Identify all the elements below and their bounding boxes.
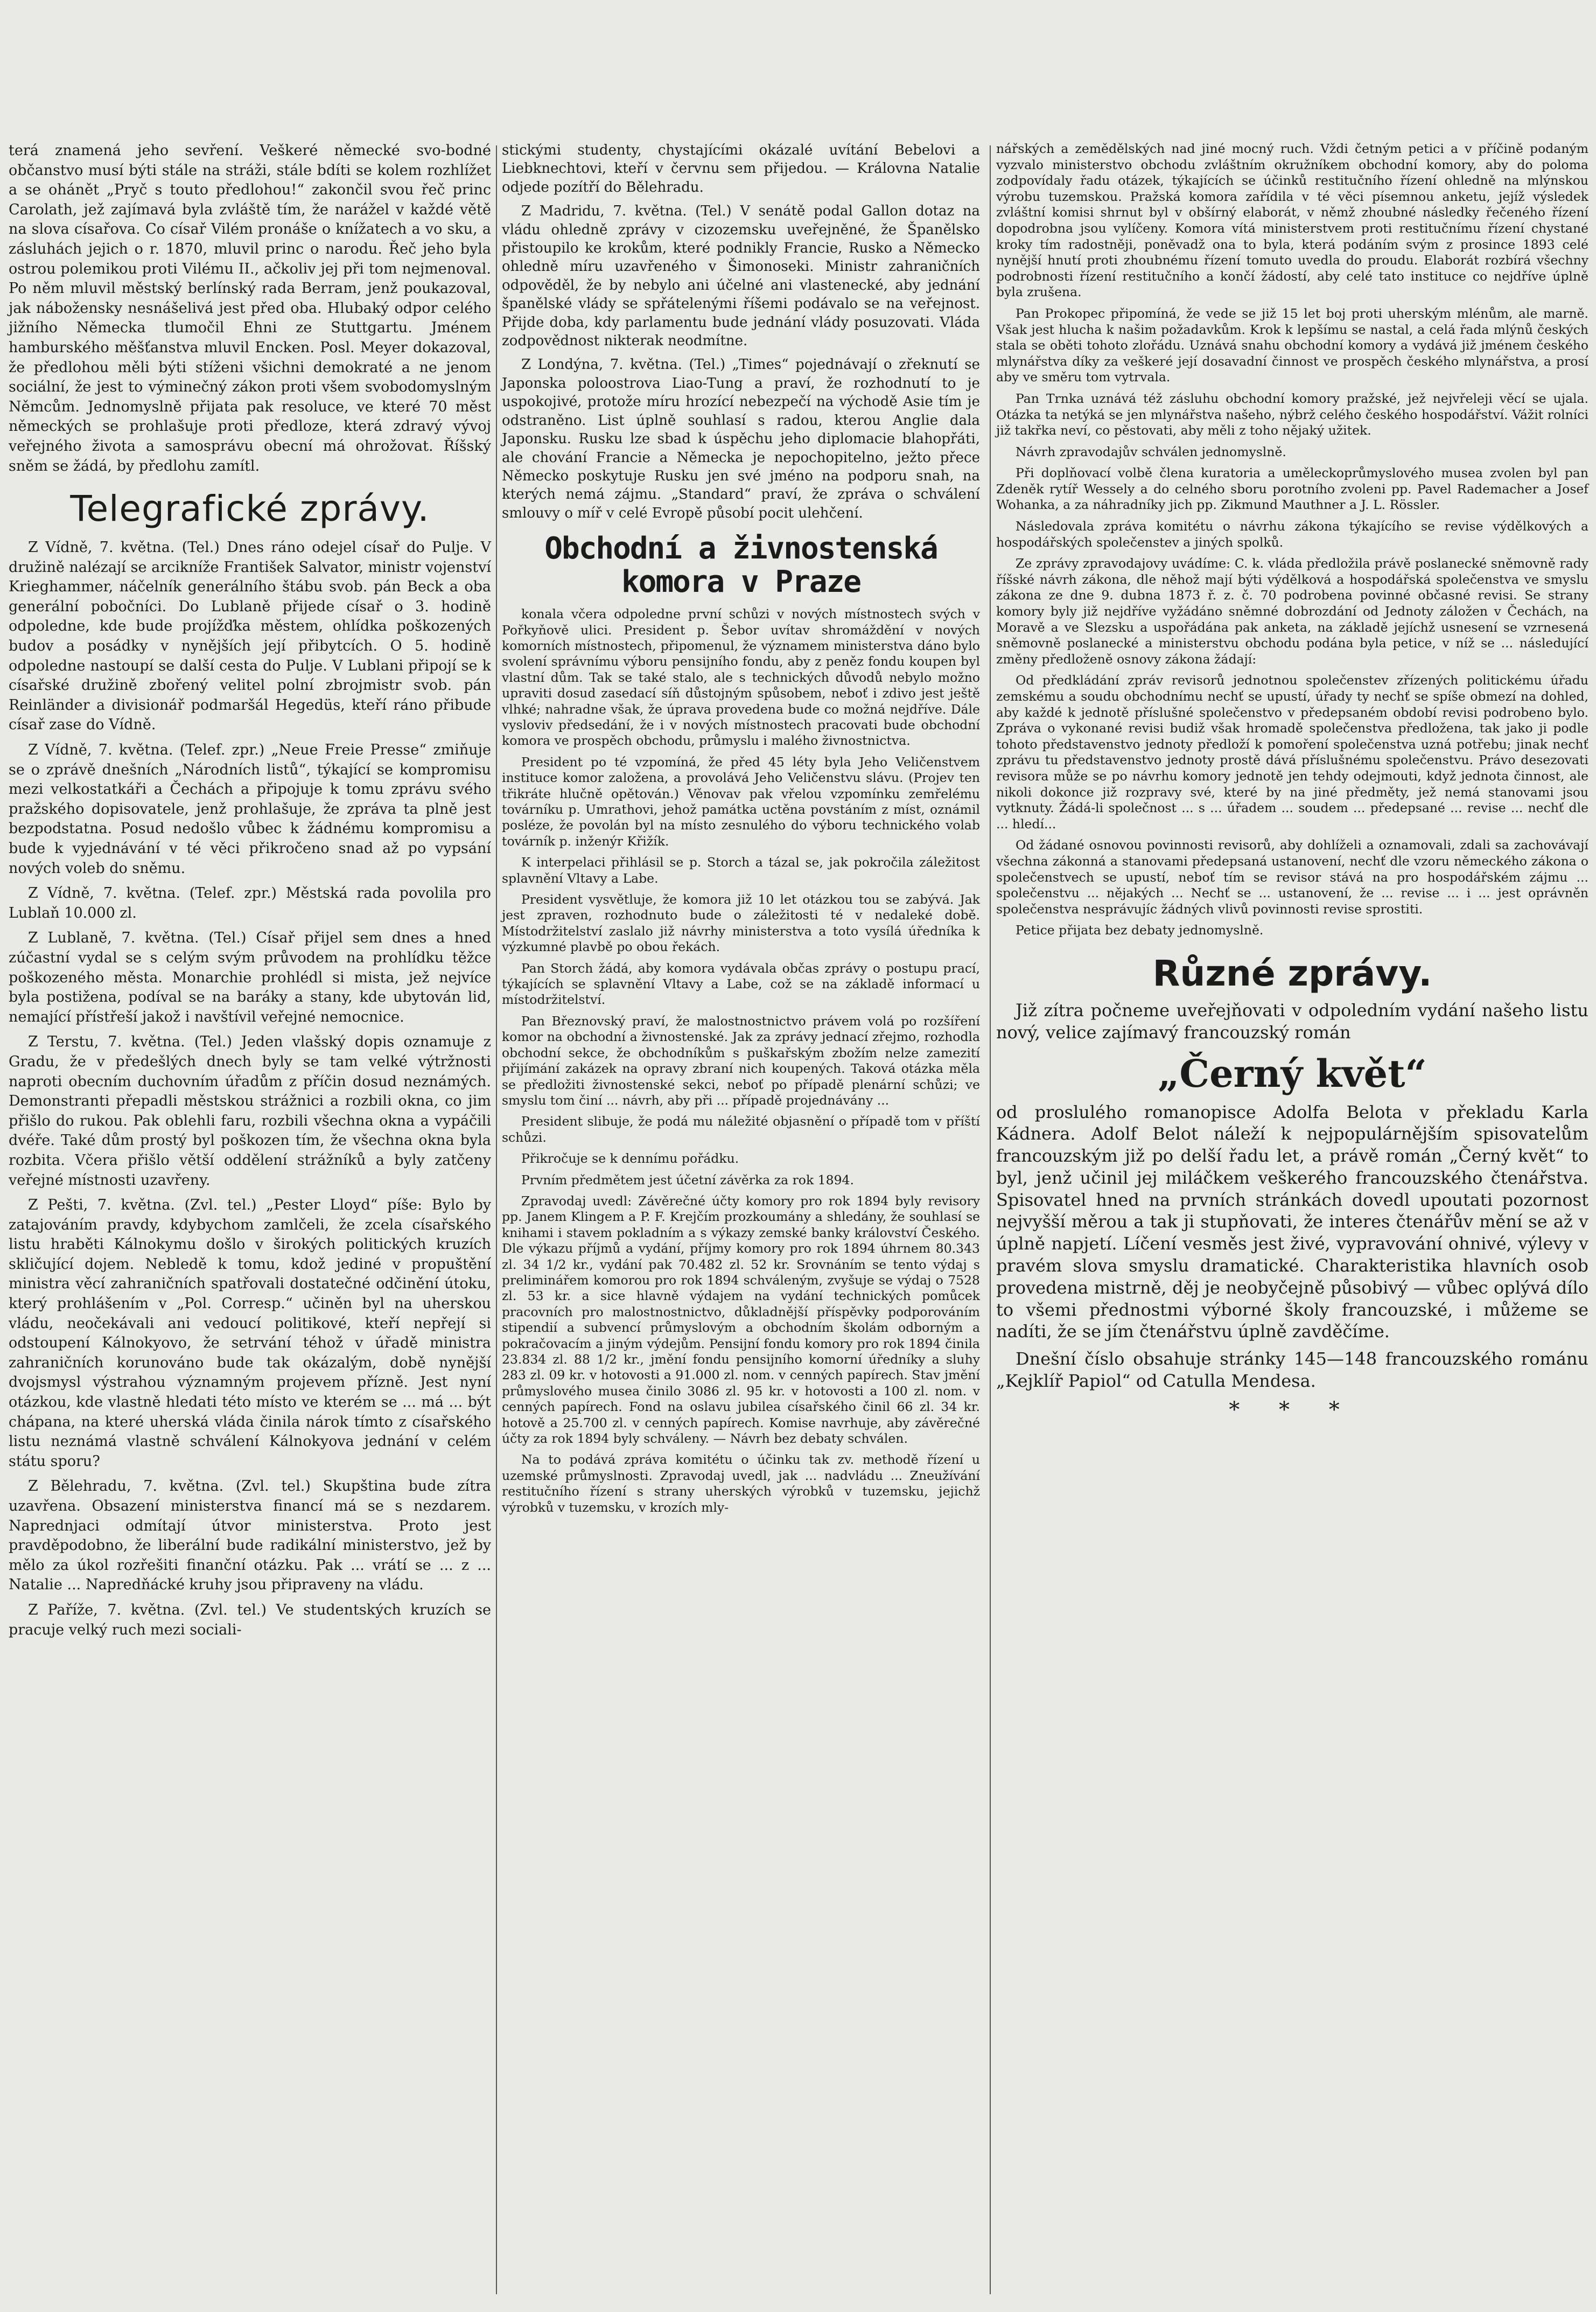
news-item: Z Madridu, 7. května. (Tel.) V senátě podal Gallon dotaz na vládu ohledně zprávy v cizozemsku uveřejněné, že Španělsko přistoupilo ke krokům, které podnikly Francie, Rusko a Německo ohledně míru uzavřeného v Šimonoseki. Ministr zahraničních odpověděl, že by nebylo ani účelné ani vlastenecké, aby jednání španělské vlády se spřátelenými říšemi podávalo se na veřejnost. Přijde doba, kdy parlamentu bude jednání vlády posuzovati. Vláda zodpovědnost nikterak neodmítne. xyxy=(502,203,980,350)
news-item: Z Londýna, 7. května. (Tel.) „Times“ pojednávají o zřeknutí se Japonska poloostrova Liao-Tung a praví, že rozhodnutí to je uspokojivé, protože míru hrozící nebezpečí na východě Asie tím je odstraněno. List úplně souhlasí s radou, kterou Anglie dala Japonsku. Rusku lze sbad k úspěchu jeho diplomacie blahopřáti, ale chování Francie a Německa je nepochopitelno, ježto přece Německo poskytuje Rusku jen své jméno na podporu snah, na kterých nemá zájmu. „Standard“ praví, že zpráva o schválení smlouvy o míř v celé Evropě působí pocit ulehčení. xyxy=(502,357,980,521)
article-paragraph: Prvním předmětem jest účetní závěrka za rok 1894. xyxy=(521,1172,854,1188)
news-item: Z Paříže, 7. května. (Zvl. tel.) Ve studentských kruzích se pracuje velký ruch mezi sociali- xyxy=(9,1601,491,1638)
article-paragraph: nářských a zemědělských nad jiné mocný ruch. Vždi četným petici a v příčině podaným vyzvalo ministerstvo obchodu zvláštním okružníkem obchodní komory, aby do poloma zodpovídaly řadu otázek, týkajících se účinků restitučního řízení ohledně na mlýnskou výrobu tuzemskou. Pražská komora zařídila v té věci písemnou anketu, jejíž výsledek zvláštní komisi shrnut byl v obšírný elaborát, v němž zhoubné následky řečeného řízení dopodrobna jsou vylíčeny. Komora vítá ministerstvem proti restitučnímu řízení chystané kroky tím radostněji, poněvadž ona to byla, která podáním svým z prosince 1893 celé nynější hnutí proti zhoubnému řízení tomuto uvedla do proudu. Elaborát rozbírá všechny podrobnosti řízení restitučního a končí žádostí, aby celé tato instituce co nejdříve úplně byla zrušena. xyxy=(996,141,1588,300)
section-heading-telegraficke-zpravy: Telegrafické zprávy. xyxy=(70,488,430,530)
novel-description: od proslulého romanopisce Adolfa Belota v překladu Karla Kádnera. Adolf Belot náleží k nejpopulárnějším spisovatelům francouzským již po delší řadu let, a právě román „Černý květ“ to byl, jenž učinil jej miláčkem veškerého francouzského čtenářstva. Spisovatel hned na prvních stránkách dovedl upoutati pozornost nejvyšší měrou a tak ji stupňovati, že interes čtenářův mění se až v úplně napjetí. Líčení vesměs jest živé, vypravování ohnivé, výlevy v pravém slova smyslu dramatické. Charakteristika hlavních osob provedena mistrně, děj je neobyčejně působivý — vůbec oplývá dílo to všemi přednostmi výborné školy francouzské, i můžeme se nadíti, že se jím čtenářstvu úplně zavděčíme. xyxy=(996,1101,1588,1342)
article-paragraph: Pan Březnovský praví, že malostnostnictvo právem volá po rozšíření komor na obchodní a živnostenské. Jak za zprávy jednací zřejmo, rozhodla obchodní sekce, že obchodníkům s puškařským zbožím nelze zamezití přijímání zakázek na opravy zbraní nich koupených. Taková otázka měla se předložiti živnostenské sekci, neboť po případě plenární schůzi; ve smyslu tom činí ... návrh, aby při ... případě projednávány ... xyxy=(502,1013,980,1108)
news-item: Z Vídně, 7. května. (Telef. zpr.) Městská rada povolila pro Lublaň 10.000 zl. xyxy=(9,885,491,921)
news-item: Z Lublaně, 7. května. (Tel.) Císař přijel sem dnes a hned zúčastní vydal se s celým svým průvodem na prohlídku těžce poškozeného města. Monarchie prohlédl si mista, jež nejvíce byla postižena, podíval se na baráky a stany, kde ubytován lid, nemající přístřeší jakož i navštívil veřejné nemocnice. xyxy=(9,930,491,1025)
article-paragraph: konala včera odpoledne první schůzi v nových místnostech svých v Pořkyňově ulici. President p. Šebor uvítav shromáždění v nových komorních místnostech, připomenul, že významem ministerstva dáno bylo svolení správnímu výboru pensijního fondu, aby z peněz fondu koupen byl vlastní dům. Tak se také stalo, ale s technických důvodů nebylo možno upraviti dosud zasedací síň důstojným spůsobem, neboť i zdivo jest ještě vlhké; nahradne však, že úprava provedena bude co možná nejdříve. Dále vysloviv předsedání, že i v nových místnostech pracovati bude obchodní komora ve prospěch obchodu, průmyslu i malého živnostnictva. xyxy=(502,606,980,749)
section-heading-ruzne-zpravy: Různé zprávy. xyxy=(1152,952,1432,994)
article-text: terá znamená jeho sevření. Veškeré německé svo-bodné občanstvo musí býti stále na stráži, stále bdíti se kolem rozhlížet a se ohánět „Pryč s touto předlohou!“ zakončil svou řeč princ Carolath, jež zajímavá byla zvláště tím, že narážel v každé větě na slova císařova. Co císař Vilém pronáše o knížatech a vo sku, a zásluhách jejich o r. 1870, mluvil princ o narodu. Řeč jeho byla ostrou polemikou proti Vilému II., ačkoliv jej při tom nejmenoval. Po něm mluvil městský berlínský rada Berram, jenž poukazoval, jak nábožensky nesnášelivá jest před oba. Hlubaký odpor celého jižního Německa tlumočil Ehni ze Stuttgartu. Jménem hamburského měšťanstva mluvil Encken. Posl. Meyer dokazoval, že předlohou měli býti stíženi všichni demokraté a ne jenom sociální, že jest to výminečný zákon proti všem svobodomyslným Němcům. Jednomyslně přijata pak resoluce, ve které 70 měst německých se prohlašuje proti předloze, která zdravý vývoj veřejného života a samosprávu obecní má ohrožovat. Říšský sněm se žádá, by předlohu zamítl. xyxy=(9,142,491,474)
novel-announcement: Již zítra počneme uveřejňovati v odpoledním vydání našeho listu nový, velice zajímavý francouzský román xyxy=(996,1000,1588,1043)
news-item: Z Vídně, 7. května. (Telef. zpr.) „Neue Freie Presse“ zmiňuje se o zprávě dnešních „Národních listů“, týkající se kompromisu mezi velkostatkáři a Čechách a připojuje k tomu zprávu svého pražského dopisovatele, jenž prohlašuje, že zpráva ta plně jest bezpodstatna. Posud nedošlo vůbec k žádnému kompromisu a bude k vyjednávání v té věci přikročeno snad až po vypsání nových voleb do sněmu. xyxy=(9,742,491,877)
article-paragraph: President po té vzpomíná, že před 45 léty byla Jeho Veličenstvem instituce komor založena, a provolává Jeho Veličenstvu slávu. (Projev ten třikráte hlučně opětován.) Věnovav pak vřelou vzpomínku zemřelému továrníku p. Umrathovi, jehož památka uctěna povstáním z míst, oznámil posléze, že povolán byl na místo zesnulého do výboru technického volab továrník p. inženýr Křižík. xyxy=(502,754,980,849)
article-paragraph: K interpelaci přihlásil se p. Storch a tázal se, jak pokročila záležitost splavnění Vltavy a Labe. xyxy=(502,855,980,886)
news-item: Z Pešti, 7. května. (Zvl. tel.) „Pester Lloyd“ píše: Bylo by zatajováním pravdy, kdybychom zamlčeli, že zcela císařského listu hraběti Kálnokymu došlo v širokých politických kruzích skličující dojem. Nebledě k tomu, kdož jediné v propuštění ministra věcí zahraničních spatřovali dostatečné odčinění útoku, který prohlášením v „Pol. Corresp.“ učiněn byl na uherskou vládu, neočekávali ani vedoucí politikové, kteří nepřejí si odstoupení Kálnokyovo, že setrvání téhož v úřadě ministra zahraničních korunováno bude tak okázalým, době nynější dvojsmysl výstrahou významným projevem přízně. Jest nyní otázkou, kde vlastně hledati této místo ve kterém se ... má ... být chápana, na které uherská vláda činila nárok tímto z císařského listu neznámá vlastně schválení Kálnokyova jednání v celém státu sporu? xyxy=(9,1197,491,1470)
article-paragraph: Následovala zpráva komitétu o návrhu zákona týkajícího se revise výdělkových a hospodářských společenstev a jiných spolků. xyxy=(996,519,1588,550)
article-paragraph: President vysvětluje, že komora již 10 let otázkou tou se zabývá. Jak jest zpraven, rozhodnuto bude o záležitosti té v nedaleké době. Místodržitelství zaslalo již návrhy ministerstva a toto vysílá úředníka k výzkumné plavbě po obou řekách. xyxy=(502,892,980,955)
news-item: Z Terstu, 7. května. (Tel.) Jeden vlašský dopis oznamuje z Gradu, že v předešlých dnech byly se tam velké výtržnosti naproti obecním duchovním úřadům z příčin dosud neznámých. Demonstranti přepadli městskou strážnici a rozbili okna, co jim přišlo do rukou. Pak oblehli faru, rozbili všechna okna a vypáčili dvéře. Také dům prostý byl poškozen tím, že všechna okna byla rozbita. Včera přišlo větší oddělení strážníků a byly zatčeny veřejné místnosti uzavřeny. xyxy=(9,1033,491,1189)
article-paragraph: Od předkládání zpráv revisorů jednotnou společenstev zřízených politickému úřadu zemskému a soudu obchodnímu nechť se upustí, úřady ty nechť se spíše obmezí na dohled, aby každé k jednotě příslušné společenstvo v předepsaném období revisi podrobeno bylo. Zpráva o vykonané revisi budiž však hromadě společenstva předložena, tak jako ji podle tohoto představenstvo jednoty předloží k pomoření společenstva uzná potřebu; jinak nechť zprávu tu představenstvo jednoty prostě dává příslušnému společenstvu. Právo desezovati revisora může se po návrhu komory jednotě jen tehdy odejmouti, když jednota činnost, ale nikoli dokonce již rozpravy své, které by na jiné předměty, jež nemá stanovami jsou vytknuty. Žádá-li společnost ... s ... úřadem ... soudem ... předepsané ... revise ... nechť dle ... hledí... xyxy=(996,673,1588,832)
article-paragraph: Pan Prokopec připomíná, že vede se již 15 let boj proti uherským mlénům, ale marně. Však jest hlucha k našim požadavkům. Krok k lepšímu se nastal, a celá řada mlýnů českých stala se oběti tohoto zlořádu. Uznává snahu obchodní komory a vydává již jménem českého mlynářstva díky za veškeré její dosavadní činnost ve prospěch českého mlynářstva, a prosí aby ve směru tom vytrvala. xyxy=(996,305,1588,385)
column-2 xyxy=(502,141,980,1521)
article-paragraph: Přikročuje se k dennímu pořádku. xyxy=(521,1151,739,1167)
article-paragraph: Pan Trnka uznává též zásluhu obchodní komory pražské, jež nejvřeleji věcí se ujala. Otázka ta netýká se jen mlynářstva našeho, nýbrž celého českého hospodářství. Vážit rolníci již takřka neví, co pěstovati, aby měli z toho nějaký užitek. xyxy=(996,390,1588,438)
article-paragraph: Při doplňovací volbě člena kuratoria a uměleckoprůmyslového musea zvolen byl pan Zdeněk rytíř Wessely a do celného sboru porotního zvoleni pp. Pavel Rademacher a Josef Wohanka, a za náhradníky jich pp. Zikmund Mauthner a J. L. Rössler. xyxy=(996,465,1588,513)
novel-title: „Černý květ“ xyxy=(1158,1051,1427,1096)
article-paragraph: Na to podává zpráva komitétu o účinku tak zv. methodě řízení u uzemské průmyslnosti. Zpravodaj uvedl, jak ... nadvládu ... Zneužívání restitučního řízení s strany uherských výrobků v tuzemsku, jejichž výrobků v tuzemsku, v krozích mly- xyxy=(502,1452,980,1515)
section-divider-stars: * * * xyxy=(1229,1397,1356,1422)
column-3 xyxy=(996,141,1588,1422)
column-rule xyxy=(990,145,991,2294)
section-heading-obchodni-komora: Obchodní a živnostenská komora v Praze xyxy=(544,531,937,600)
article-paragraph: Pan Storch žádá, aby komora vydávala občas zprávy o postupu prací, týkajících se splavnění Vltavy a Labe, což se na základě informací u místodržitelství. xyxy=(502,960,980,1008)
novel-note: Dnešní číslo obsahuje stránky 145—148 francouzského románu „Kejklíř Papiol“ od Catulla Mendesa. xyxy=(996,1349,1588,1392)
column-1 xyxy=(9,141,491,1645)
article-paragraph: Od žádané osnovou povinnosti revisorů, aby dohlíželi a oznamovali, zdali sa zachovávají všechna zákonná a stanovami předepsaná ustanovení, nechť dle vzoru německého zákona o společenstvech se upustí, neboť tím se revisor stává na pro hospodářském zájmu ... společenstvu ... nějakých ... Nechť se ... ustanovení, že ... revise ... i ... jest oprávněn společenstva nesprávujíc žádných vlivů povinnosti revise sprostiti. xyxy=(996,837,1588,917)
news-item: Z Vídně, 7. května. (Tel.) Dnes ráno odejel císař do Pulje. V družině nalézají se arcikníže František Salvator, ministr vojenství Krieghammer, náčelník generálního štábu svob. pán Beck a oba generální pobočníci. Do Lublaně přijede císař o 3. hodině odpoledne, kde bude projížďka městem, ohlídka poškozených budov a posádky v nynějších její přibytcích. O 5. hodině odpoledne nastoupí se další cesta do Pulje. V Lublani připojí se k císařské družině zbořený velitel polní zbrojmistr svob. pán Reinländer a divisionář podmaršál Hegedüs, kteří ráno přibude císař zase do Vídně. xyxy=(9,539,491,734)
news-item: stickými studenty, chystajícími okázalé uvítání Bebelovi a Liebknechtovi, kteří v červnu sem přijedou. — Královna Natalie odjede pozítří do Bělehradu. xyxy=(502,142,980,195)
article-paragraph: Ze zprávy zpravodajovy uvádíme: C. k. vláda předložila právě poslanecké sněmovně rady říšské návrh zákona, dle něhož mají býti výdělková a hospodářská společenstva ve smyslu zákona ze dne 9. dubna 1873 ř. z. č. 70 podrobena povinné občasné revisi. Se strany komory byly již nejdříve vyžádáno sněmné dobrozdání od Jednoty záložen v Čechách, na Moravě a ve Slezsku a uspořádána pak anketa, na základě jejíchž usnesení se vzrnesená sněmovně poslanecké a ministerstvu obchodu podána byla petice, v níž se ... následující změny předloženě osnovy zákona žádají: xyxy=(996,556,1588,667)
article-paragraph: President slibuje, že podá mu náležité objasnění o případě tom v příští schůzi. xyxy=(502,1114,980,1145)
column-rule xyxy=(496,145,497,2294)
article-paragraph: Petice přijata bez debaty jednomyslně. xyxy=(1016,923,1264,938)
news-item: Z Bělehradu, 7. května. (Zvl. tel.) Skupština bude zítra uzavřena. Obsazení ministerstva financí má se s nezdarem. Naprednjaci odmítají útvor ministerstva. Proto jest pravděpodobno, že liberální bude radikální ministerstvo, jež by mělo za úkol rozřešiti finanční otázku. Pak ... vrátí se ... z ... Natalie ... Napredňácké kruhy jsou připraveny na vládu. xyxy=(9,1478,491,1594)
article-paragraph: Zpravodaj uvedl: Závěrečné účty komory pro rok 1894 byly revisory pp. Janem Klingem a P. F. Krejčím prozkoumány a shledány, že souhlasí se knihami i stavem pokladním a s výkazy zemské banky království Českého. Dle výkazu příjmů a vydání, příjmy komory pro rok 1894 úhrnem 80.343 zl. 34 1/2 kr., vydání pak 70.482 zl. 52 kr. Srovnáním se tento výdaj s preliminářem komorou pro rok 1894 schváleným, zvyšuje se výdaj o 7528 zl. 53 kr. a sice hlavně výdajem na vydání technických pomůcek pracovních pro malostnostnictvo, důkladnější příspěvky podporováním stipendií a subvencí průmyslovým a obchodním školám odborným a pokračovacím a jiným výdejům. Pensijní fondu komory pro rok 1894 činila 23.834 zl. 88 1/2 kr., jmění fondu pensijního komorní úředníky a sluhy 283 zl. 09 kr. v hotovosti a 91.000 zl. nom. v cenných papírech. Stav jmění průmyslového musea činilo 3086 zl. 95 kr. v hotovosti a 100 zl. nom. v cenných papírech. Fond na oslavu jubilea císařského činil 66 zl. 34 kr. hotově a 25.700 zl. v cenných papírech. Komise navrhuje, aby závěrečné účty za rok 1894 byly schváleny. — Návrh bez debaty schválen. xyxy=(502,1193,980,1447)
article-paragraph: Návrh zpravodajův schválen jednomyslně. xyxy=(1016,444,1286,459)
